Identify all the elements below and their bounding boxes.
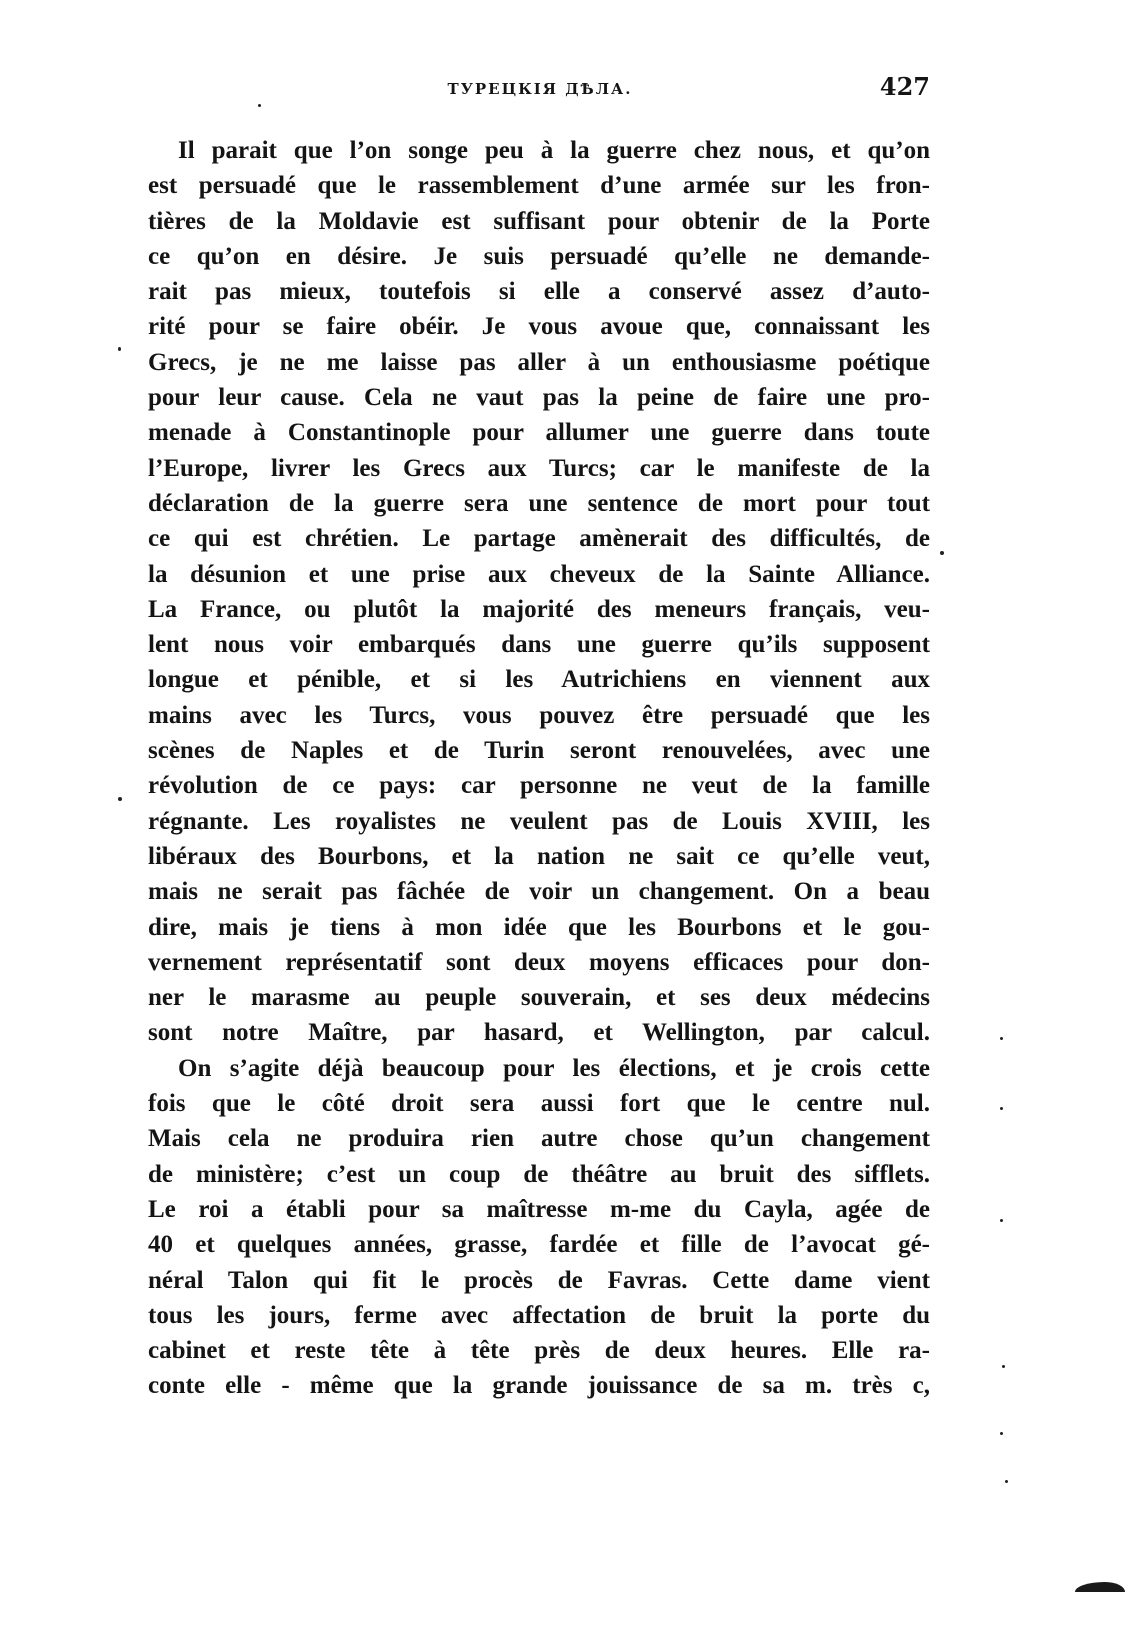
scan-speck xyxy=(1000,1037,1003,1040)
scan-speck xyxy=(258,104,261,107)
text-line: mais ne serait pas fâchée de voir un changement. On a beau xyxy=(148,878,930,906)
paragraph-1 xyxy=(148,133,930,1051)
text-line: régnante. Les royalistes ne veulent pas de Louis XVIII, les xyxy=(148,807,930,835)
scan-speck xyxy=(1002,1365,1005,1368)
scan-speck xyxy=(940,551,944,555)
text-line: tières de la Moldavie est suffisant pour obtenir de la Porte xyxy=(148,207,930,235)
text-line: ner le marasme au peuple souverain, et ses deux médecins xyxy=(148,984,930,1012)
page-number: 427 xyxy=(879,72,930,101)
text-line: lent nous voir embarqués dans une guerre qu’ils supposent xyxy=(148,631,930,659)
text-line: est persuadé que le rassemblement d’une armée sur les fron- xyxy=(148,172,930,200)
running-title: ТУРЕЦКІЯ ДѢЛА. xyxy=(447,80,633,98)
scan-speck xyxy=(1005,1480,1008,1483)
text-line: Il parait que l’on songe peu à la guerre chez nous, et qu’on xyxy=(178,137,930,164)
text-line: Mais cela ne produira rien autre chose qu’un changement xyxy=(148,1125,930,1153)
scan-speck xyxy=(118,797,122,801)
scan-speck xyxy=(118,347,121,351)
text-line: la désunion et une prise aux cheveux de la Sainte Alliance. xyxy=(148,560,930,588)
text-line: conte elle - même que la grande jouissance de sa m. très c, xyxy=(148,1372,930,1400)
text-line: sont notre Maître, par hasard, et Wellington, par calcul. xyxy=(148,1019,930,1047)
text-line: tous les jours, ferme avec affectation de bruit la porte du xyxy=(148,1301,930,1329)
body-text xyxy=(148,133,930,1404)
text-line: longue et pénible, et si les Autrichiens en viennent aux xyxy=(148,666,930,694)
paragraph-2 xyxy=(148,1051,930,1404)
page-edge-mark xyxy=(1075,1582,1125,1592)
text-line: libéraux des Bourbons, et la nation ne sait ce qu’elle veut, xyxy=(148,842,930,870)
text-line: fois que le côté droit sera aussi fort que le centre nul. xyxy=(148,1090,930,1118)
text-line: Grecs, je ne me laisse pas aller à un enthousiasme poétique xyxy=(148,348,930,376)
text-line: de ministère; c’est un coup de théâtre au bruit des sifflets. xyxy=(148,1160,930,1188)
text-line: ce qu’on en désire. Je suis persuadé qu’elle ne demande- xyxy=(148,242,930,270)
text-line: scènes de Naples et de Turin seront renouvelées, avec une xyxy=(148,737,930,765)
text-line: Le roi a établi pour sa maîtresse m-me du Cayla, agée de xyxy=(148,1195,930,1223)
text-line: pour leur cause. Cela ne vaut pas la peine de faire une pro- xyxy=(148,384,930,412)
text-line: rité pour se faire obéir. Je vous avoue que, connaissant les xyxy=(148,313,930,341)
text-line: menade à Constantinople pour allumer une guerre dans toute xyxy=(148,419,930,447)
scan-speck xyxy=(1000,1432,1003,1435)
text-line: vernement représentatif sont deux moyens efficaces pour don- xyxy=(148,948,930,976)
scan-speck xyxy=(1000,1219,1003,1222)
text-line: La France, ou plutôt la majorité des meneurs français, veu- xyxy=(148,595,930,623)
text-line: mains avec les Turcs, vous pouvez être persuadé que les xyxy=(148,701,930,729)
text-line: cabinet et reste tête à tête près de deux heures. Elle ra- xyxy=(148,1337,930,1365)
text-line: révolution de ce pays: car personne ne veut de la famille xyxy=(148,772,930,800)
scan-speck xyxy=(1000,1107,1003,1110)
text-line: déclaration de la guerre sera une sentence de mort pour tout xyxy=(148,489,930,517)
text-line: rait pas mieux, toutefois si elle a conservé assez d’auto- xyxy=(148,278,930,306)
text-line: ce qui est chrétien. Le partage amènerait des difficultés, de xyxy=(148,525,930,553)
text-line: dire, mais je tiens à mon idée que les Bourbons et le gou- xyxy=(148,913,930,941)
text-line: l’Europe, livrer les Grecs aux Turcs; car le manifeste de la xyxy=(148,454,930,482)
text-line: On s’agite déjà beaucoup pour les élections, et je crois cette xyxy=(178,1054,930,1082)
text-line: 40 et quelques années, grasse, fardée et fille de l’avocat gé- xyxy=(148,1231,930,1259)
text-line: néral Talon qui fit le procès de Favras. Cette dame vient xyxy=(148,1266,930,1294)
